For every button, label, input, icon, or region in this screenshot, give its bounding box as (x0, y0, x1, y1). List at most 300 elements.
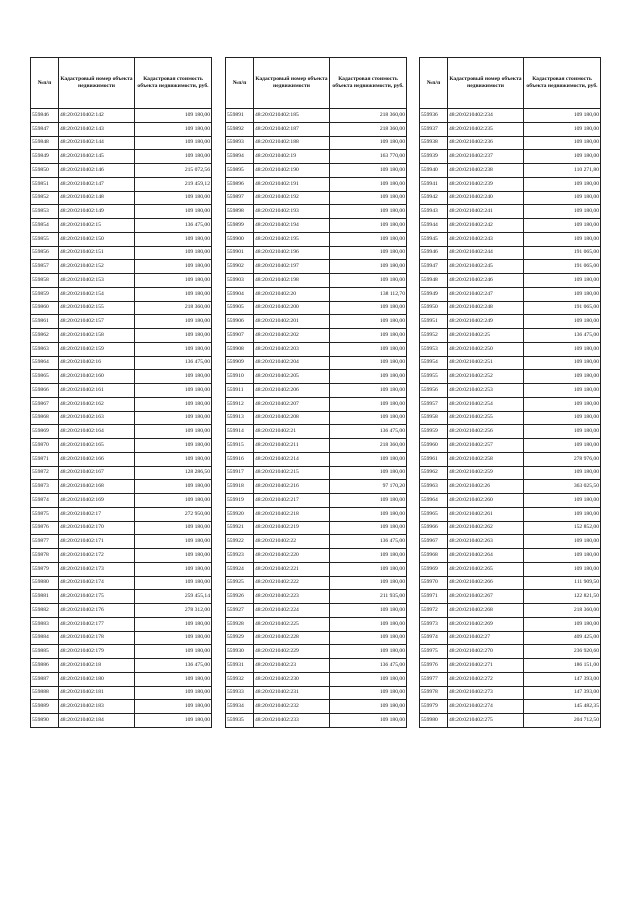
table-row (226, 645, 407, 659)
table-row (31, 686, 212, 700)
table-row (31, 397, 212, 411)
cadastral-number: 48:20:0210402:27 (448, 631, 524, 645)
cadastral-number: 48:20:0210402:162 (59, 397, 135, 411)
table-row (31, 329, 212, 343)
record-number: 559943 (420, 205, 448, 219)
cadastral-number: 48:20:0210402:174 (59, 576, 135, 590)
cadastral-cost: 109 180,00 (135, 205, 212, 219)
record-number: 559865 (31, 370, 59, 384)
cadastral-cost: 109 180,00 (135, 397, 212, 411)
cadastral-cost: 109 180,00 (524, 494, 601, 508)
table-row (420, 191, 601, 205)
table-row (420, 507, 601, 521)
cadastral-number: 48:20:0210402:166 (59, 452, 135, 466)
table-row (226, 315, 407, 329)
cadastral-cost: 109 180,00 (135, 494, 212, 508)
cadastral-cost: 109 180,00 (524, 219, 601, 233)
record-number: 559847 (31, 122, 59, 136)
cadastral-number: 48:20:0210402:259 (448, 466, 524, 480)
table-row (226, 384, 407, 398)
table-row (31, 494, 212, 508)
record-number: 559975 (420, 645, 448, 659)
record-number: 559954 (420, 356, 448, 370)
record-number: 559849 (31, 150, 59, 164)
cadastral-number: 48:20:0210402:15 (59, 219, 135, 233)
cadastral-number: 48:20:0210402:168 (59, 480, 135, 494)
table-row (420, 315, 601, 329)
table-row (420, 521, 601, 535)
record-number: 559977 (420, 672, 448, 686)
cadastral-cost: 111 909,50 (524, 576, 601, 590)
table-row (420, 122, 601, 136)
cadastral-cost: 109 180,00 (330, 260, 407, 274)
record-number: 559894 (226, 150, 254, 164)
table-row (420, 384, 601, 398)
cadastral-cost: 215 072,56 (135, 164, 212, 178)
record-number: 559925 (226, 576, 254, 590)
table-row (31, 260, 212, 274)
table-row (31, 659, 212, 673)
cadastral-cost: 218 360,00 (524, 604, 601, 618)
cadastral-cost: 152 852,00 (524, 521, 601, 535)
cadastral-number: 48:20:0210402:185 (254, 109, 330, 123)
record-number: 559881 (31, 590, 59, 604)
table-row (226, 590, 407, 604)
table-row (420, 177, 601, 191)
record-number: 559917 (226, 466, 254, 480)
cadastral-number: 48:20:0210402:273 (448, 686, 524, 700)
cadastral-number: 48:20:0210402:183 (59, 700, 135, 714)
cadastral-cost: 109 180,00 (330, 397, 407, 411)
header-cadastral-cost: Кадастровая стоимость объекта недвижимости, руб. (135, 58, 212, 109)
record-number: 559972 (420, 604, 448, 618)
table-row (420, 356, 601, 370)
table-row (420, 370, 601, 384)
header-row (31, 58, 212, 109)
cadastral-cost: 109 180,00 (330, 617, 407, 631)
cadastral-number: 48:20:0210402:172 (59, 549, 135, 563)
cadastral-number: 48:20:0210402:144 (59, 136, 135, 150)
table-row (31, 425, 212, 439)
cadastral-cost: 204 712,50 (524, 714, 601, 728)
cadastral-number: 48:20:0210402:231 (254, 686, 330, 700)
record-number: 559850 (31, 164, 59, 178)
cadastral-number: 48:20:0210402:161 (59, 384, 135, 398)
record-number: 559863 (31, 342, 59, 356)
table-row (31, 274, 212, 288)
cadastral-number: 48:20:0210402:19 (254, 150, 330, 164)
table-row (31, 535, 212, 549)
table-row (226, 507, 407, 521)
cadastral-cost: 109 180,00 (135, 384, 212, 398)
cadastral-number: 48:20:0210402:198 (254, 274, 330, 288)
cadastral-cost: 109 180,00 (330, 631, 407, 645)
table-row (226, 122, 407, 136)
cadastral-cost: 219 459,12 (135, 177, 212, 191)
cadastral-number: 48:20:0210402:272 (448, 672, 524, 686)
cadastral-cost: 109 180,00 (330, 246, 407, 260)
cadastral-cost: 109 180,00 (135, 122, 212, 136)
cadastral-cost: 109 180,00 (330, 645, 407, 659)
cadastral-cost: 109 180,00 (330, 136, 407, 150)
cadastral-cost: 109 180,00 (330, 274, 407, 288)
record-number: 559958 (420, 411, 448, 425)
record-number: 559952 (420, 329, 448, 343)
cadastral-number: 48:20:0210402:149 (59, 205, 135, 219)
table-row (31, 452, 212, 466)
table-row (420, 617, 601, 631)
table-row (420, 260, 601, 274)
cadastral-number: 48:20:0210402:171 (59, 535, 135, 549)
cadastral-number: 48:20:0210402:225 (254, 617, 330, 631)
cadastral-cost: 109 180,00 (524, 342, 601, 356)
table-row (420, 672, 601, 686)
cadastral-cost: 109 180,00 (330, 494, 407, 508)
record-number: 559871 (31, 452, 59, 466)
table-row (31, 714, 212, 728)
cadastral-number: 48:20:0210402:206 (254, 384, 330, 398)
table-row (226, 109, 407, 123)
record-number: 559903 (226, 274, 254, 288)
cadastral-number: 48:20:0210402:220 (254, 549, 330, 563)
record-number: 559852 (31, 191, 59, 205)
record-number: 559870 (31, 439, 59, 453)
cadastral-number: 48:20:0210402:263 (448, 535, 524, 549)
cadastral-cost: 109 180,00 (524, 274, 601, 288)
record-number: 559877 (31, 535, 59, 549)
cadastral-number: 48:20:0210402:150 (59, 232, 135, 246)
table-row (420, 631, 601, 645)
table-row (31, 356, 212, 370)
record-number: 559851 (31, 177, 59, 191)
register-table-middle (225, 57, 407, 728)
record-number: 559919 (226, 494, 254, 508)
cadastral-cost: 363 025,50 (524, 480, 601, 494)
cadastral-number: 48:20:0210402:146 (59, 164, 135, 178)
table-row (31, 507, 212, 521)
cadastral-number: 48:20:0210402:203 (254, 342, 330, 356)
table-row (31, 521, 212, 535)
record-number: 559933 (226, 686, 254, 700)
cadastral-number: 48:20:0210402:250 (448, 342, 524, 356)
table-row (226, 411, 407, 425)
cadastral-number: 48:20:0210402:222 (254, 576, 330, 590)
cadastral-number: 48:20:0210402:269 (448, 617, 524, 631)
record-number: 559957 (420, 397, 448, 411)
record-number: 559906 (226, 315, 254, 329)
cadastral-cost: 109 180,00 (330, 507, 407, 521)
record-number: 559934 (226, 700, 254, 714)
record-number: 559935 (226, 714, 254, 728)
cadastral-number: 48:20:0210402:23 (254, 659, 330, 673)
table-row (226, 219, 407, 233)
cadastral-cost: 109 180,00 (330, 576, 407, 590)
cadastral-number: 48:20:0210402:254 (448, 397, 524, 411)
record-number: 559908 (226, 342, 254, 356)
cadastral-number: 48:20:0210402:267 (448, 590, 524, 604)
cadastral-number: 48:20:0210402:25 (448, 329, 524, 343)
record-number: 559955 (420, 370, 448, 384)
cadastral-cost: 147 393,00 (524, 686, 601, 700)
table-row (420, 466, 601, 480)
cadastral-number: 48:20:0210402:248 (448, 301, 524, 315)
table-row (31, 301, 212, 315)
record-number: 559846 (31, 109, 59, 123)
cadastral-cost: 109 180,00 (135, 329, 212, 343)
record-number: 559876 (31, 521, 59, 535)
header-num: №п/п (420, 58, 448, 109)
cadastral-cost: 109 180,00 (524, 411, 601, 425)
record-number: 559867 (31, 397, 59, 411)
cadastral-cost: 109 180,00 (330, 356, 407, 370)
cadastral-number: 48:20:0210402:260 (448, 494, 524, 508)
table-row (31, 315, 212, 329)
cadastral-number: 48:20:0210402:178 (59, 631, 135, 645)
cadastral-number: 48:20:0210402:197 (254, 260, 330, 274)
table-row (31, 439, 212, 453)
table-row (226, 329, 407, 343)
record-number: 559979 (420, 700, 448, 714)
table-row (420, 342, 601, 356)
cadastral-cost: 109 180,00 (330, 315, 407, 329)
cadastral-number: 48:20:0210402:17 (59, 507, 135, 521)
cadastral-cost: 278 976,00 (524, 452, 601, 466)
record-number: 559969 (420, 562, 448, 576)
cadastral-number: 48:20:0210402:16 (59, 356, 135, 370)
cadastral-cost: 109 180,00 (135, 109, 212, 123)
cadastral-cost: 109 180,00 (330, 672, 407, 686)
cadastral-cost: 109 180,00 (135, 411, 212, 425)
record-number: 559910 (226, 370, 254, 384)
cadastral-cost: 236 920,60 (524, 645, 601, 659)
cadastral-number: 48:20:0210402:163 (59, 411, 135, 425)
cadastral-number: 48:20:0210402:153 (59, 274, 135, 288)
record-number: 559947 (420, 260, 448, 274)
record-number: 559878 (31, 549, 59, 563)
table-row (31, 617, 212, 631)
record-number: 559963 (420, 480, 448, 494)
cadastral-number: 48:20:0210402:218 (254, 507, 330, 521)
header-cadastral-cost: Кадастровая стоимость объекта недвижимости, руб. (330, 58, 407, 109)
cadastral-cost: 136 475,00 (330, 659, 407, 673)
table-row (420, 219, 601, 233)
cadastral-number: 48:20:0210402:270 (448, 645, 524, 659)
record-number: 559938 (420, 136, 448, 150)
table-row (420, 136, 601, 150)
table-row (226, 452, 407, 466)
table-row (31, 700, 212, 714)
cadastral-cost: 109 180,00 (135, 480, 212, 494)
record-number: 559861 (31, 315, 59, 329)
record-number: 559941 (420, 177, 448, 191)
cadastral-cost: 136 475,00 (135, 219, 212, 233)
cadastral-cost: 109 180,00 (135, 425, 212, 439)
register-table-right (419, 57, 601, 728)
table-row (420, 494, 601, 508)
table-row (226, 191, 407, 205)
cadastral-number: 48:20:0210402:238 (448, 164, 524, 178)
record-number: 559942 (420, 191, 448, 205)
cadastral-number: 48:20:0210402:241 (448, 205, 524, 219)
table-row (226, 617, 407, 631)
table-row (226, 576, 407, 590)
cadastral-number: 48:20:0210402:147 (59, 177, 135, 191)
table-row (31, 411, 212, 425)
cadastral-number: 48:20:0210402:251 (448, 356, 524, 370)
table-row (420, 590, 601, 604)
cadastral-number: 48:20:0210402:230 (254, 672, 330, 686)
record-number: 559920 (226, 507, 254, 521)
record-number: 559924 (226, 562, 254, 576)
record-number: 559897 (226, 191, 254, 205)
record-number: 559854 (31, 219, 59, 233)
cadastral-cost: 136 475,00 (330, 425, 407, 439)
cadastral-number: 48:20:0210402:235 (448, 122, 524, 136)
cadastral-number: 48:20:0210402:221 (254, 562, 330, 576)
cadastral-cost: 109 180,00 (524, 122, 601, 136)
record-number: 559945 (420, 232, 448, 246)
record-number: 559962 (420, 466, 448, 480)
table-row (226, 480, 407, 494)
table-row (226, 260, 407, 274)
table-row (226, 562, 407, 576)
cadastral-number: 48:20:0210402:261 (448, 507, 524, 521)
cadastral-cost: 109 180,00 (524, 287, 601, 301)
record-number: 559853 (31, 205, 59, 219)
table-row (226, 714, 407, 728)
cadastral-cost: 109 180,00 (135, 246, 212, 260)
cadastral-number: 48:20:0210402:192 (254, 191, 330, 205)
record-number: 559905 (226, 301, 254, 315)
record-number: 559950 (420, 301, 448, 315)
cadastral-cost: 145 482,35 (524, 700, 601, 714)
table-row (31, 549, 212, 563)
cadastral-number: 48:20:0210402:196 (254, 246, 330, 260)
cadastral-cost: 109 180,00 (330, 604, 407, 618)
cadastral-number: 48:20:0210402:154 (59, 287, 135, 301)
record-number: 559880 (31, 576, 59, 590)
table-row (226, 686, 407, 700)
record-number: 559875 (31, 507, 59, 521)
record-number: 559951 (420, 315, 448, 329)
cadastral-number: 48:20:0210402:234 (448, 109, 524, 123)
cadastral-number: 48:20:0210402:194 (254, 219, 330, 233)
record-number: 559949 (420, 287, 448, 301)
table-row (31, 150, 212, 164)
record-number: 559968 (420, 549, 448, 563)
cadastral-cost: 109 180,00 (524, 439, 601, 453)
cadastral-number: 48:20:0210402:179 (59, 645, 135, 659)
cadastral-cost: 122 821,50 (524, 590, 601, 604)
table-row (420, 714, 601, 728)
record-number: 559948 (420, 274, 448, 288)
record-number: 559959 (420, 425, 448, 439)
cadastral-cost: 163 770,00 (330, 150, 407, 164)
record-number: 559946 (420, 246, 448, 260)
cadastral-cost: 218 360,00 (330, 109, 407, 123)
header-cadastral-cost: Кадастровая стоимость объекта недвижимости, руб. (524, 58, 601, 109)
cadastral-cost: 109 180,00 (524, 315, 601, 329)
cadastral-number: 48:20:0210402:256 (448, 425, 524, 439)
register-tables (30, 57, 610, 806)
record-number: 559939 (420, 150, 448, 164)
cadastral-number: 48:20:0210402:264 (448, 549, 524, 563)
cadastral-cost: 109 180,00 (135, 439, 212, 453)
table-row (420, 439, 601, 453)
record-number: 559909 (226, 356, 254, 370)
cadastral-number: 48:20:0210402:142 (59, 109, 135, 123)
record-number: 559890 (31, 714, 59, 728)
table-row (420, 411, 601, 425)
cadastral-number: 48:20:0210402:258 (448, 452, 524, 466)
table-row (31, 232, 212, 246)
cadastral-number: 48:20:0210402:18 (59, 659, 135, 673)
cadastral-cost: 109 180,00 (330, 164, 407, 178)
cadastral-cost: 109 180,00 (135, 287, 212, 301)
cadastral-number: 48:20:0210402:164 (59, 425, 135, 439)
cadastral-number: 48:20:0210402:216 (254, 480, 330, 494)
record-number: 559970 (420, 576, 448, 590)
cadastral-cost: 109 180,00 (330, 714, 407, 728)
record-number: 559961 (420, 452, 448, 466)
record-number: 559898 (226, 205, 254, 219)
table-row (420, 452, 601, 466)
record-number: 559964 (420, 494, 448, 508)
table-row (226, 494, 407, 508)
record-number: 559882 (31, 604, 59, 618)
table-row (226, 370, 407, 384)
cadastral-number: 48:20:0210402:169 (59, 494, 135, 508)
table-row (226, 150, 407, 164)
cadastral-cost: 109 180,00 (330, 329, 407, 343)
cadastral-number: 48:20:0210402:188 (254, 136, 330, 150)
cadastral-cost: 109 180,00 (524, 384, 601, 398)
table-row (420, 274, 601, 288)
table-row (31, 590, 212, 604)
cadastral-number: 48:20:0210402:195 (254, 232, 330, 246)
cadastral-cost: 109 180,00 (524, 535, 601, 549)
cadastral-cost: 109 180,00 (330, 370, 407, 384)
cadastral-cost: 186 151,00 (524, 659, 601, 673)
table-row (226, 301, 407, 315)
table-row (31, 136, 212, 150)
header-cadastral-number: Кадастровый номер объекта недвижимости (59, 58, 135, 109)
cadastral-number: 48:20:0210402:232 (254, 700, 330, 714)
table-row (226, 287, 407, 301)
table-row (226, 232, 407, 246)
cadastral-number: 48:20:0210402:167 (59, 466, 135, 480)
table-row (31, 191, 212, 205)
cadastral-cost: 109 180,00 (135, 370, 212, 384)
cadastral-number: 48:20:0210402:21 (254, 425, 330, 439)
cadastral-number: 48:20:0210402:207 (254, 397, 330, 411)
cadastral-cost: 191 065,00 (524, 260, 601, 274)
record-number: 559913 (226, 411, 254, 425)
cadastral-cost: 109 180,00 (330, 342, 407, 356)
record-number: 559874 (31, 494, 59, 508)
table-row (31, 562, 212, 576)
cadastral-cost: 218 360,00 (330, 122, 407, 136)
table-row (420, 109, 601, 123)
cadastral-number: 48:20:0210402:211 (254, 439, 330, 453)
cadastral-cost: 109 180,00 (135, 232, 212, 246)
table-row (31, 246, 212, 260)
cadastral-cost: 109 180,00 (330, 232, 407, 246)
cadastral-cost: 218 360,00 (330, 439, 407, 453)
cadastral-cost: 97 170,20 (330, 480, 407, 494)
table-row (31, 604, 212, 618)
table-row (226, 425, 407, 439)
